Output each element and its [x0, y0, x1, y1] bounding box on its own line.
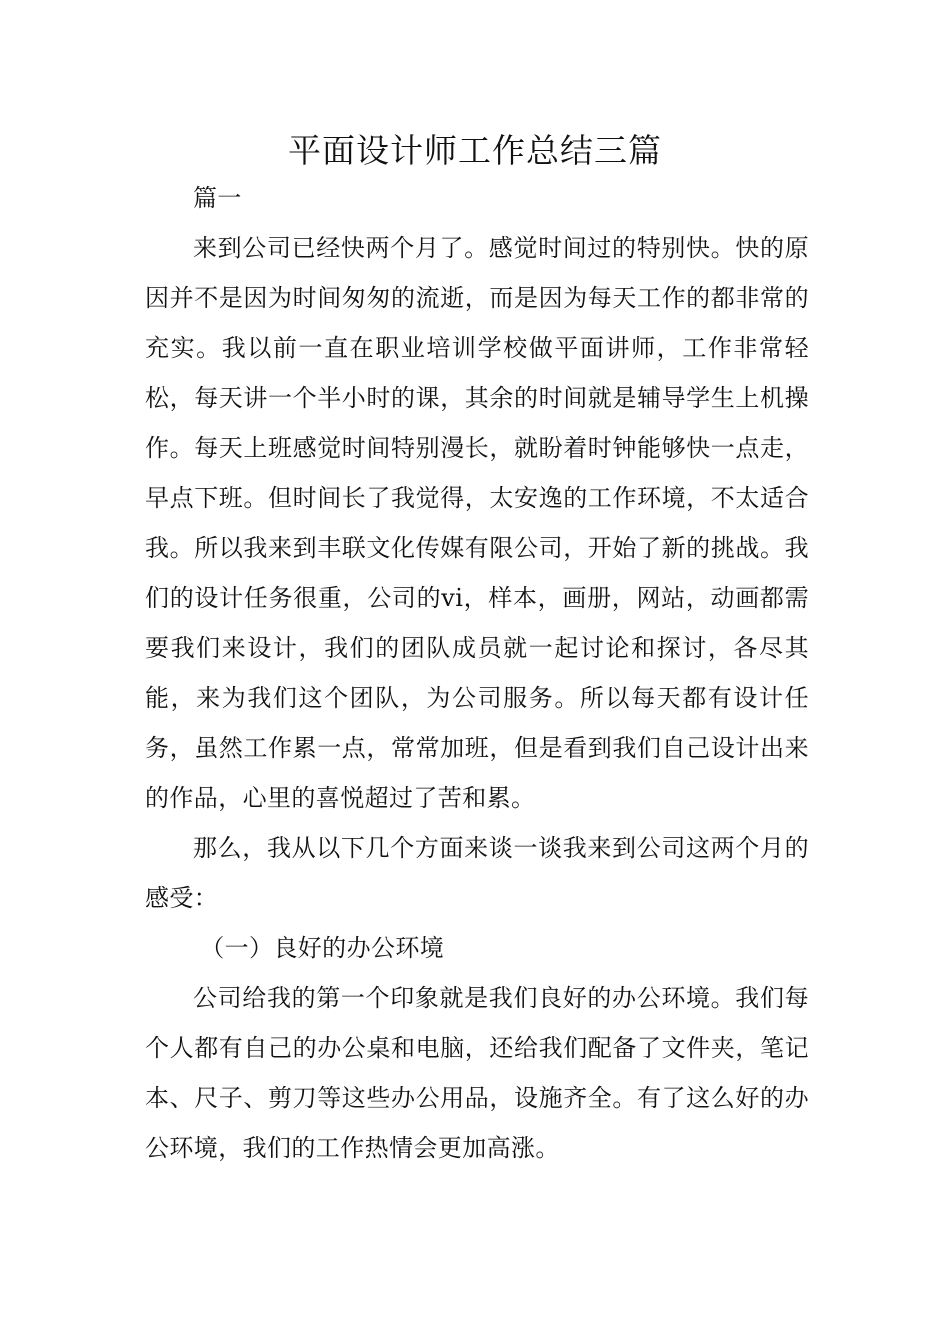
paragraph-intro: 来到公司已经快两个月了。感觉时间过的特别快。快的原因并不是因为时间匆匆的流逝，而是因为每天工作的都非常的充实。我以前一直在职业培训学校做平面讲师，工作非常轻松，每天讲一个半小时的课，其余的时间就是辅导学生上机操作。每天上班感觉时间特别漫长，就盼着时钟能够快一点走，早点下班。但时间长了我觉得，太安逸的工作环境，不太适合我。所以我来到丰联文化传媒有限公司，开始了新的挑战。我们的设计任务很重，公司的vi，样本，画册，网站，动画都需要我们来设计，我们的团队成员就一起讨论和探讨，各尽其能，来为我们这个团队，为公司服务。所以每天都有设计任务，虽然工作累一点，常常加班，但是看到我们自己设计出来的作品，心里的喜悦超过了苦和累。: [145, 234, 809, 812]
paragraph-office-environment: 公司给我的第一个印象就是我们良好的办公环境。我们每个人都有自己的办公桌和电脑，还给我们配备了文件夹，笔记本、尺子、剪刀等这些办公用品，设施齐全。有了这么好的办公环境，我们的工作热情会更加高涨。: [145, 984, 809, 1162]
paragraph-transition: 那么，我从以下几个方面来谈一谈我来到公司这两个月的感受：: [145, 834, 809, 912]
subheading-office-environment: （一）良好的办公环境: [200, 934, 445, 962]
section-label: 篇一: [193, 184, 242, 212]
document-title: 平面设计师工作总结三篇: [288, 131, 662, 170]
document-body: [145, 173, 809, 1173]
